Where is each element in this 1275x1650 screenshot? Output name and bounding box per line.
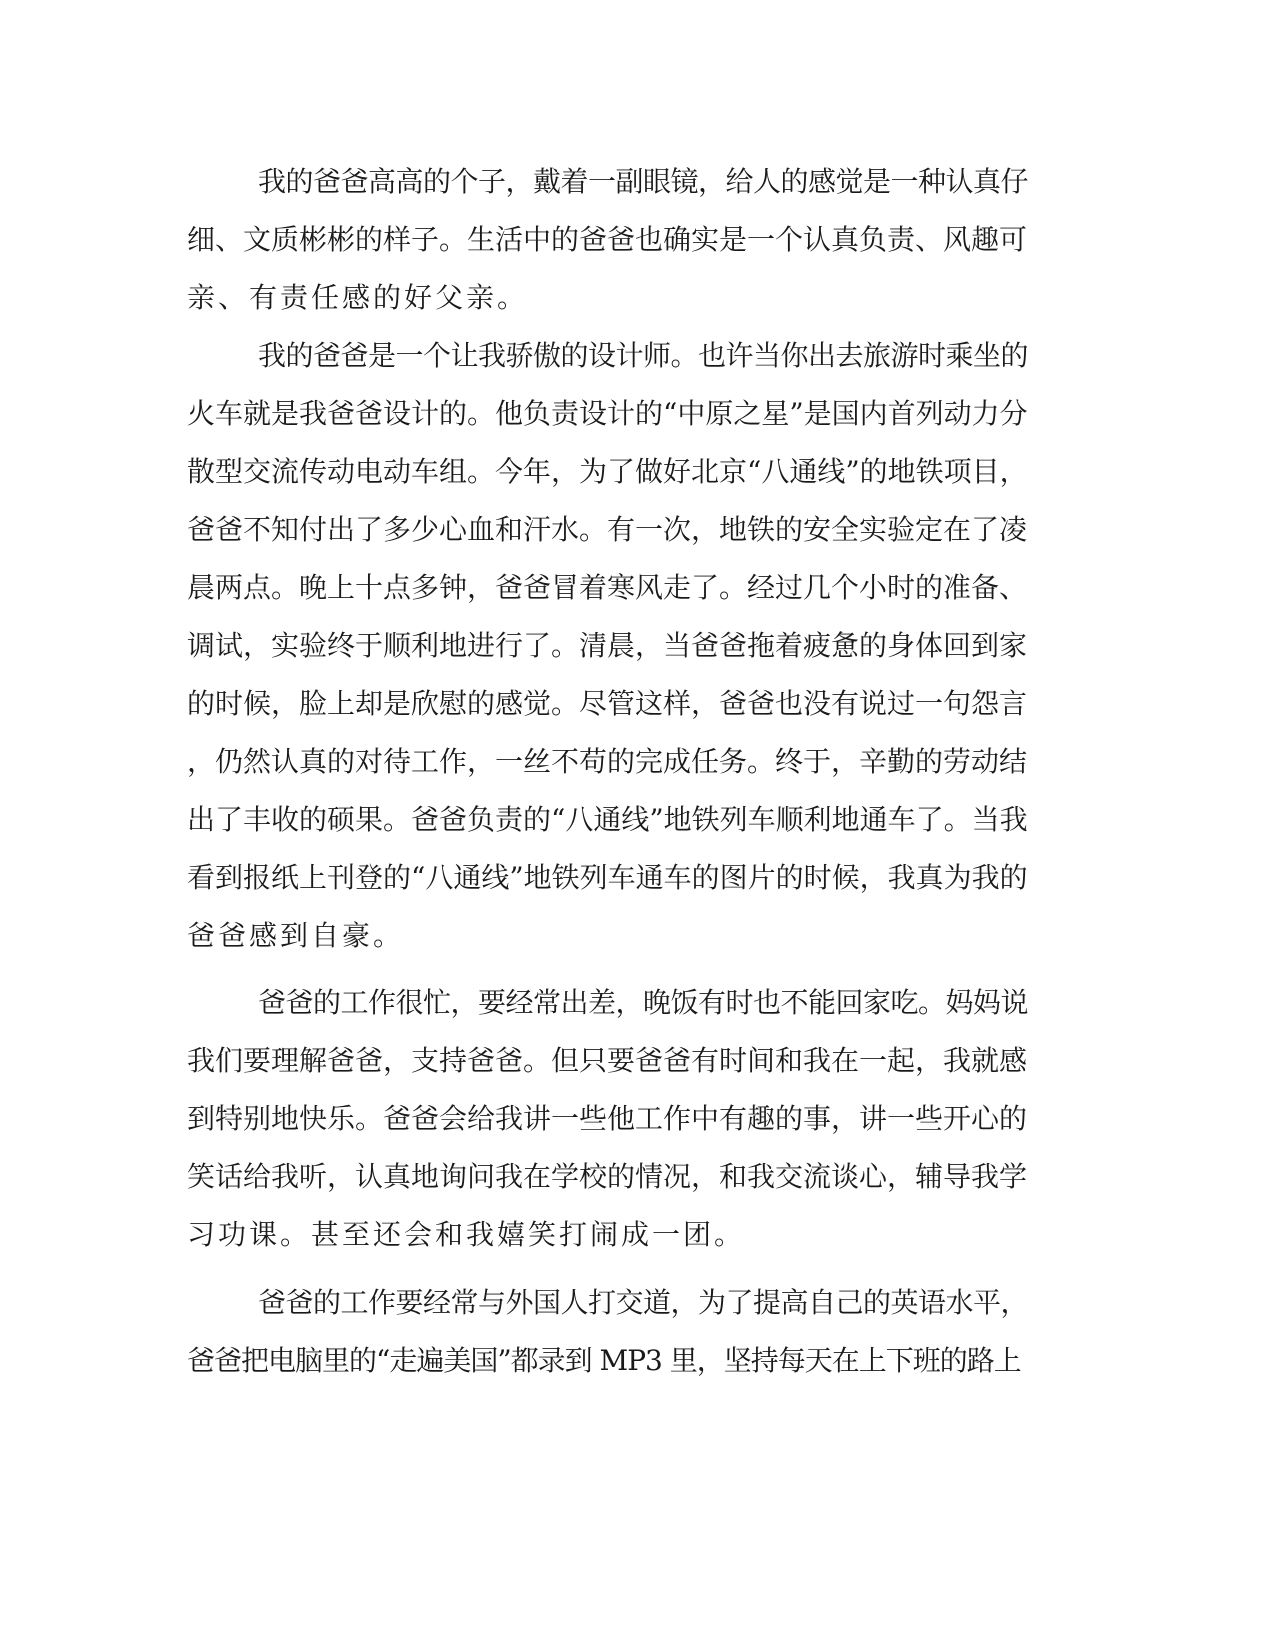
paragraph-2-line-9: 出了丰收的硕果。爸爸负责的“八通线”地铁列车顺利地通车了。当我 (187, 803, 1028, 836)
paragraph-3-line-5: 习功课。甚至还会和我嬉笑打闹成一团。 (187, 1218, 746, 1251)
paragraph-1-line-1: 我的爸爸高高的个子，戴着一副眼镜，给人的感觉是一种认真仔 (258, 165, 1029, 198)
paragraph-2-line-8: ，仍然认真的对待工作，一丝不苟的完成任务。终于，辛勤的劳动结 (187, 745, 1028, 778)
paragraph-3-line-1: 爸爸的工作很忙，要经常出差，晚饭有时也不能回家吃。妈妈说 (258, 986, 1029, 1019)
paragraph-2-line-2: 火车就是我爸爸设计的。他负责设计的“中原之星”是国内首列动力分 (187, 397, 1028, 430)
paragraph-4-line-2: 爸爸把电脑里的“走遍美国”都录到 MP3 里，坚持每天在上下班的路上 (187, 1344, 1021, 1377)
paragraph-2-line-1: 我的爸爸是一个让我骄傲的设计师。也许当你出去旅游时乘坐的 (258, 339, 1029, 372)
paragraph-2-line-6: 调试，实验终于顺利地进行了。清晨，当爸爸拖着疲惫的身体回到家 (187, 629, 1028, 662)
paragraph-4-line-1: 爸爸的工作要经常与外国人打交道，为了提高自己的英语水平， (258, 1286, 1029, 1319)
paragraph-3-line-2: 我们要理解爸爸，支持爸爸。但只要爸爸有时间和我在一起，我就感 (187, 1044, 1028, 1077)
paragraph-2-line-3: 散型交流传动电动车组。今年，为了做好北京“八通线”的地铁项目， (187, 455, 1028, 488)
paragraph-2-line-11: 爸爸感到自豪。 (187, 919, 405, 952)
paragraph-1-line-2: 细、文质彬彬的样子。生活中的爸爸也确实是一个认真负责、风趣可 (187, 223, 1028, 256)
paragraph-2-line-7: 的时候，脸上却是欣慰的感觉。尽管这样，爸爸也没有说过一句怨言 (187, 687, 1028, 720)
paragraph-1-line-3: 亲、有责任感的好父亲。 (187, 281, 529, 314)
paragraph-3-line-3: 到特别地快乐。爸爸会给我讲一些他工作中有趣的事，讲一些开心的 (187, 1102, 1028, 1135)
paragraph-2-line-5: 晨两点。晚上十点多钟，爸爸冒着寒风走了。经过几个小时的准备、 (187, 571, 1028, 604)
paragraph-3-line-4: 笑话给我听，认真地询问我在学校的情况，和我交流谈心，辅导我学 (187, 1160, 1028, 1193)
paragraph-2-line-4: 爸爸不知付出了多少心血和汗水。有一次，地铁的安全实验定在了凌 (187, 513, 1028, 546)
paragraph-2-line-10: 看到报纸上刊登的“八通线”地铁列车通车的图片的时候，我真为我的 (187, 861, 1028, 894)
